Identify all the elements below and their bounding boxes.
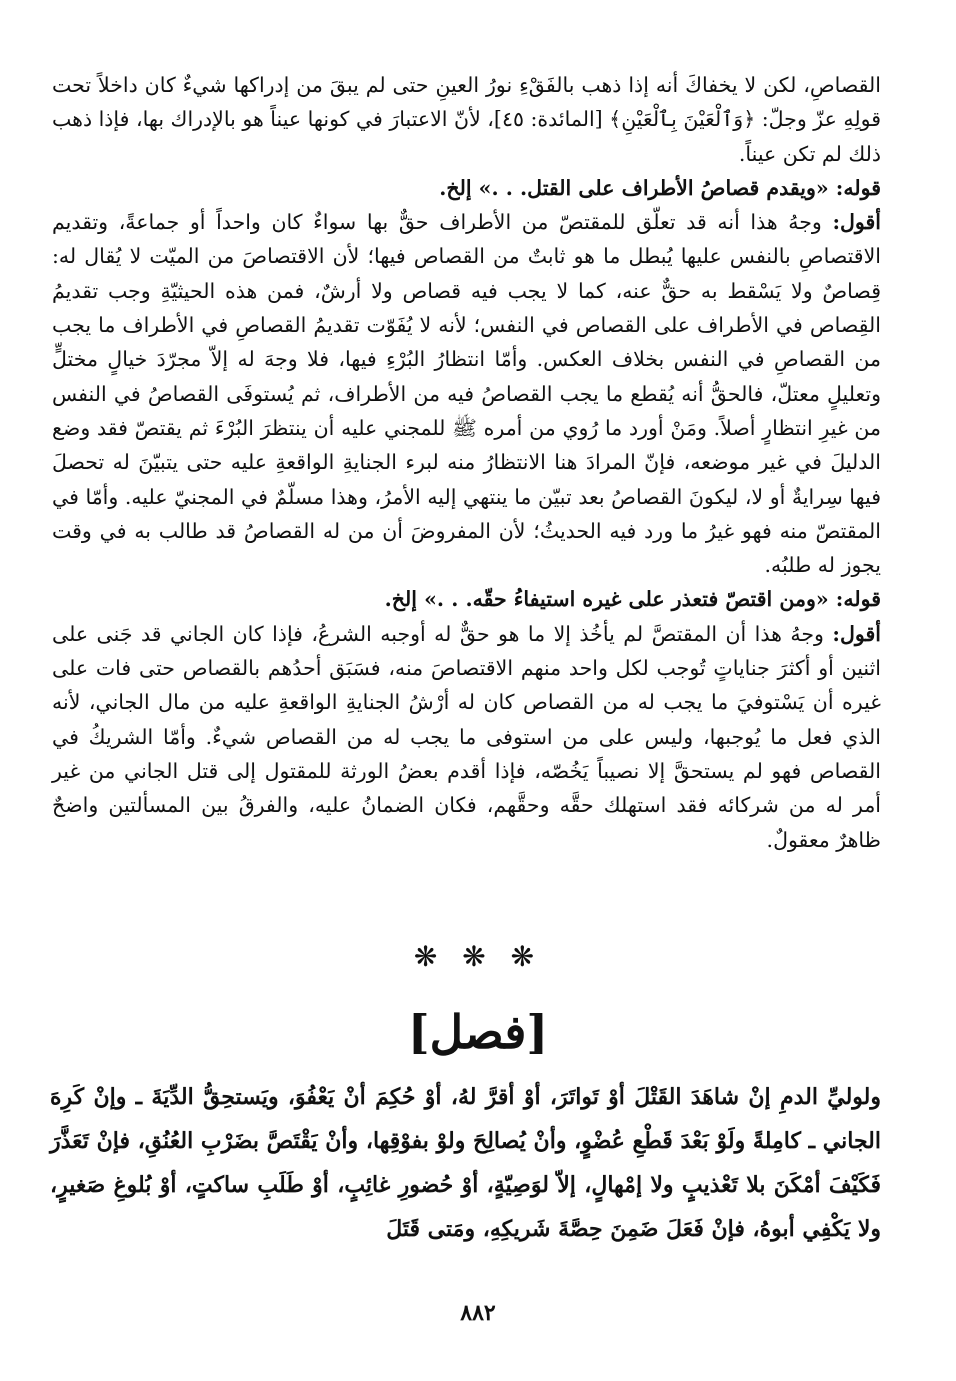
commentary-paragraph: [52, 205, 881, 582]
matn-paragraph: ولوليِّ الدمِ إنْ شاهَدَ القَتْلَ أوْ تَواتَرَ، أوْ أقرَّ لهُ، أوْ حُكِمَ أنْ يَعْفُوَ، ويَستحِقُّ الدِّيَةَ ـ وإنْ كَرِهَ الجاني ـ كامِلةً ولَوْ بَعْدَ قَطْعِ عُضْوٍ، وأنْ يُصالِحَ ولوْ بفوْقِها، وأنْ يَقْتَصَّ بضَرْبِ العُنُقِ، فإنْ تَعَذَّرَ فَكَيْفَ أمْكَنَ بلا تَعْذيبٍ ولا إمْهالٍ، إلاّ لوَصِيّةٍ، أوْ حُضورِ غائِبٍ، أوْ طَلَبِ ساكتٍ، أوْ بُلوغِ صَغيرٍ، ولا يَكْفِي أبوهُ، فإنْ فَعَلَ ضَمِنَ حِصَّةَ شَريكِهِ، ومَتى قَتَلَ: [50, 1084, 881, 1242]
commentary-block: [52, 68, 881, 857]
quoted-text-heading: قوله: «ومن اقتصّ فتعذر على غيره استيفاءُ حقّه. . .» إلخ.: [384, 587, 881, 612]
section-heading: [فصل]: [407, 1005, 549, 1059]
aqul-label: أقول:: [832, 210, 881, 235]
commentary-paragraph: [52, 617, 881, 857]
quoted-text-heading: قوله: «ويقدم قصاصُ الأطراف على القتل. . .» إلخ.: [439, 175, 881, 200]
page-number: ٨٨٢: [460, 1300, 496, 1326]
aqul-label: أقول:: [832, 621, 881, 646]
commentary-text: وجهُ هذا أنه قد تعلّق للمقتصّ من الأطراف حقٌّ بها سواءٌ كان واحداً أو جماعةً، وتقديم الاقتصاصِ بالنفس عليها يُبطل ما هو ثابتٌ من القصاص فيها؛ لأن الاقتصاصَ من الميّت لا يُقال له: قِصاصٌ ولا يَسْقط به حقٌّ عنه، كما لا يجب فيه قصاص ولا أرشٌ، فمن هذه الحيثيّةِ وجب تقديمُ القِصاص في الأطراف على القصاص في النفس؛ لأنه لا يُفَوّت تقديمُ القصاصِ في الأطراف ما يجب من القصاصِ في النفس بخلاف العكس. وأمّا انتظارُ البُرْءِ فيها، فلا وجهَ له إلاّ مجرّدَ خيالٍ مختلٍّ وتعليلٍ معتلّ، فالحقُّ أنه يُقطع ما يجب القصاصُ فيه من الأطراف، ثم يُستوفَى القصاصُ في النفس من غيرِ انتظارٍ أصلاً. ومَنْ أورد ما رُوي من أمره ﷺ للمجني عليه أن ينتظرَ البُرْءَ ثم يقتصّ فقد وضع الدليلَ في غير موضعه، فإنّ المرادَ هنا الانتظارُ منه لبرء الجنايةِ الواقعةِ عليه حتى يتبيّنَ له تحصلَ فيها سِرايةٌ أو لا، ليكونَ القصاصُ بعد تبيّن ما ينتهي إليه الأمرُ، وهذا مسلّمٌ في المجنيّ عليه. وأمّا في المقتصّ منه فهو غيرُ ما ورد فيه الحديثُ؛ لأن المفروضَ أن من له القصاصُ قد طالب به في وقت يجوز له طلبُه.: [52, 210, 881, 578]
matn-text-block: [50, 1075, 881, 1251]
commentary-paragraph: القصاصِ، لكن لا يخفاكَ أنه إذا ذهب بالفَقْءِ نورُ العينِ حتى لم يبقَ من إدراكها شيءٌ كان داخلاً تحت قولِهِ عزّ وجلّ: ﴿وَٱلْعَيْنَ بِٱلْعَيْنِ﴾ [المائدة: ٤٥]، لأنّ الاعتبارَ في كونها عيناً هو بالإدراك بها، فإذا ذهب ذلك لم تكن عيناً.: [52, 73, 881, 166]
section-divider-ornament: ❋ ❋ ❋: [413, 940, 543, 973]
commentary-text: وجهُ هذا أن المقتصَّ لم يأخُذ إلا ما هو حقٌّ له أوجبه الشرعُ، فإذا كان الجاني قد جَنى على اثنين أو أكثرَ جناياتٍ تُوجب لكل واحد منهم الاقتصاصَ منه، فسَبَق أحدُهم بالقصاص حتى فات على غيره أن يَسْتوفيَ ما يجب له من القصاص كان له أرْشُ الجنايةِ الواقعةِ عليه من مال الجاني، لأنه الذي فعل ما يُوجبها، وليس على من استوفى ما يجب له من القصاص شيءٌ. وأمّا الشريكُ في القصاص فهو لم يستحقَّ إلا نصيباً يَخُصّه، فإذا أقدم بعضُ الورثة للمقتول إلى قتل الجاني من غير أمر له من شركائه فقد استهلك حقَّه وحقَّهم، فكان الضمانُ عليه، والفرقُ بين المسألتين واضحٌ ظاهرٌ معقولٌ.: [52, 621, 881, 852]
